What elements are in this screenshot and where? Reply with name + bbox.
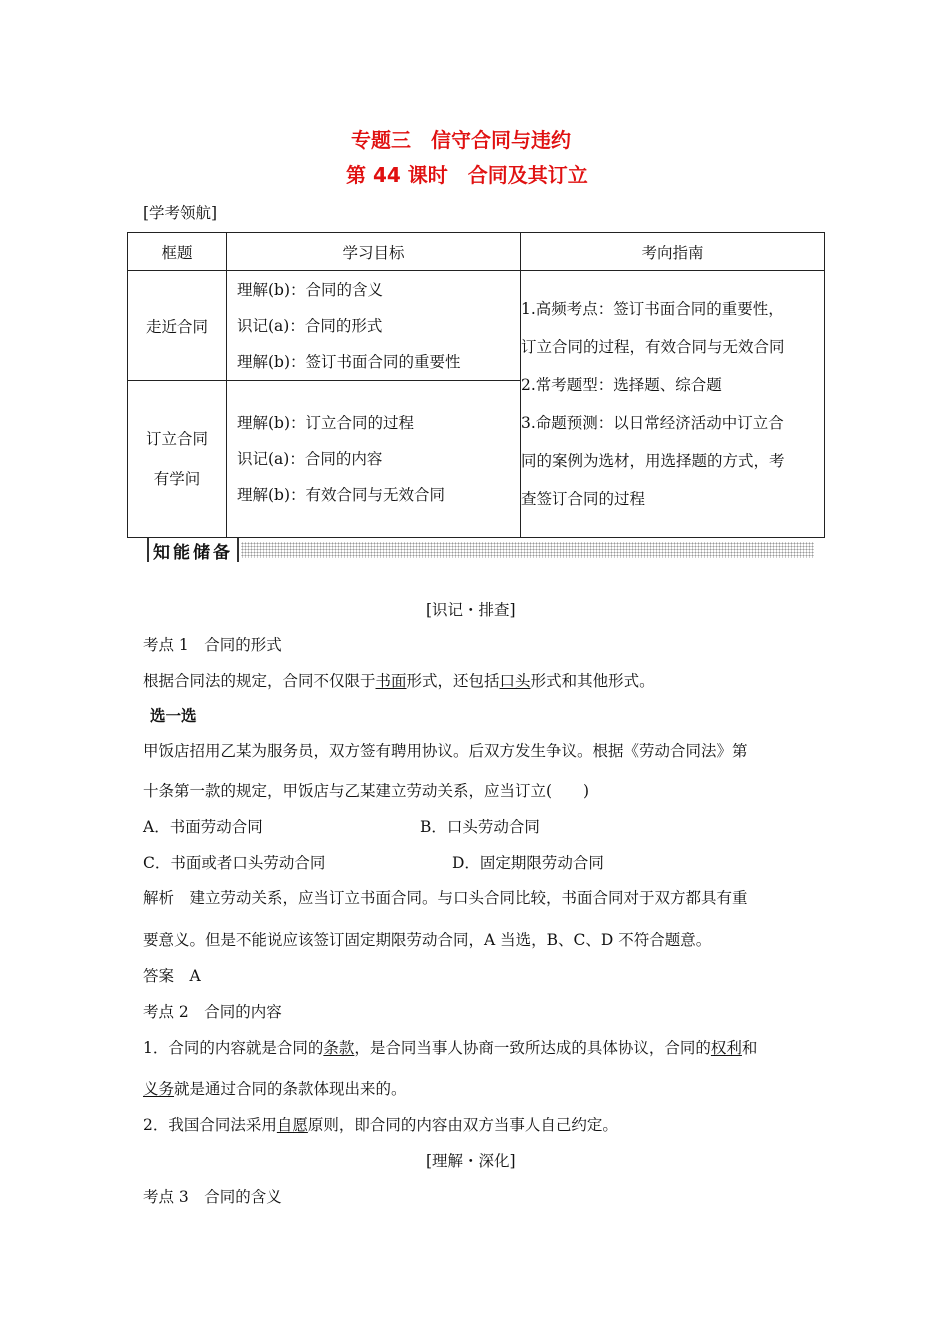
topic-line: 订立合同 xyxy=(145,430,208,448)
quiz-option-b: B．口头劳动合同 xyxy=(420,818,540,836)
table-row-topic-1: 走近合同 xyxy=(128,271,227,381)
table-row-topic-2 xyxy=(128,381,227,538)
table-row-goals-1 xyxy=(227,271,521,381)
table-guide-cell xyxy=(521,271,825,538)
table-header-goals: 学习目标 xyxy=(227,233,521,271)
study-guide-table xyxy=(127,232,825,538)
section-banner: 知能储备 xyxy=(147,538,239,562)
table-row-goals-2 xyxy=(227,381,521,538)
guide-line: 查签订合同的过程 xyxy=(521,490,646,508)
guide-line: 1.高频考点：签订书面合同的重要性， xyxy=(521,300,784,318)
quiz-analysis-line-1: 解析 建立劳动关系，应当订立书面合同。与口头合同比较，书面合同对于双方都具有重 xyxy=(143,889,748,907)
title-line-2: 第 44 课时 合同及其订立 xyxy=(346,163,588,187)
goal-item: 理解(b)：签订书面合同的重要性 xyxy=(237,352,461,371)
goal-item: 识记(a)：合同的内容 xyxy=(237,450,383,468)
kp1-text: 根据合同法的规定，合同不仅限于书面形式，还包括口头形式和其他形式。 xyxy=(143,672,655,690)
kp2-paragraph-1: 1．合同的内容就是合同的条款，是合同当事人协商一致所达成的具体协议，合同的权利和 xyxy=(143,1039,758,1057)
blank-voluntary: 自愿 xyxy=(276,1116,308,1134)
guide-line: 订立合同的过程，有效合同与无效合同 xyxy=(521,338,785,356)
quiz-option-d: D．固定期限劳动合同 xyxy=(452,854,604,872)
blank-oral: 口头 xyxy=(499,672,531,690)
table-header-topic: 框题 xyxy=(128,233,227,271)
quiz-analysis-line-2: 要意义。但是不能说应该签订固定期限劳动合同，A 当选，B、C、D 不符合题意。 xyxy=(143,931,712,949)
kp2-title: 考点 2 合同的内容 xyxy=(143,1003,282,1021)
guide-line: 3.命题预测：以日常经济活动中订立合 xyxy=(521,414,784,432)
quiz-question-line-1: 甲饭店招用乙某为服务员，双方签有聘用协议。后双方发生争议。根据《劳动合同法》第 xyxy=(143,742,748,760)
quiz-question-line-2: 十条第一款的规定，甲饭店与乙某建立劳动关系，应当订立( ) xyxy=(143,782,590,800)
title-line-1: 专题三 信守合同与违约 xyxy=(351,128,571,152)
blank-terms: 条款 xyxy=(323,1039,355,1057)
guide-line: 2.常考题型：选择题、综合题 xyxy=(521,376,722,394)
quiz-option-c: C．书面或者口头劳动合同 xyxy=(143,854,326,872)
quiz-label: 选一选 xyxy=(150,707,197,725)
kp2-paragraph-1-cont: 义务就是通过合同的条款体现出来的。 xyxy=(143,1080,407,1098)
goal-item: 理解(b)：有效合同与无效合同 xyxy=(237,486,446,504)
topic-line: 有学问 xyxy=(153,470,201,488)
kp3-title: 考点 3 合同的含义 xyxy=(143,1188,282,1206)
goal-item: 识记(a)：合同的形式 xyxy=(237,316,383,335)
quiz-answer: 答案 A xyxy=(143,967,201,985)
goal-item: 理解(b)：合同的含义 xyxy=(237,280,384,299)
table-header-guide: 考向指南 xyxy=(521,233,825,271)
goal-item: 理解(b)：订立合同的过程 xyxy=(237,414,415,432)
section-heading-recall: [识记・排查] xyxy=(426,601,516,619)
blank-obligations: 义务 xyxy=(143,1080,175,1098)
kp2-paragraph-2: 2．我国合同法采用自愿原则，即合同的内容由双方当事人自己约定。 xyxy=(143,1116,618,1134)
guide-line: 同的案例为选材，用选择题的方式，考 xyxy=(521,452,785,470)
section-heading-understand: [理解・深化] xyxy=(426,1152,516,1170)
kp1-title: 考点 1 合同的形式 xyxy=(143,636,282,654)
nav-label: [学考领航] xyxy=(143,204,218,222)
blank-written: 书面 xyxy=(375,672,407,690)
banner-dotted-rule xyxy=(241,542,814,558)
quiz-option-a: A．书面劳动合同 xyxy=(143,818,263,836)
blank-rights: 权利 xyxy=(710,1039,742,1057)
